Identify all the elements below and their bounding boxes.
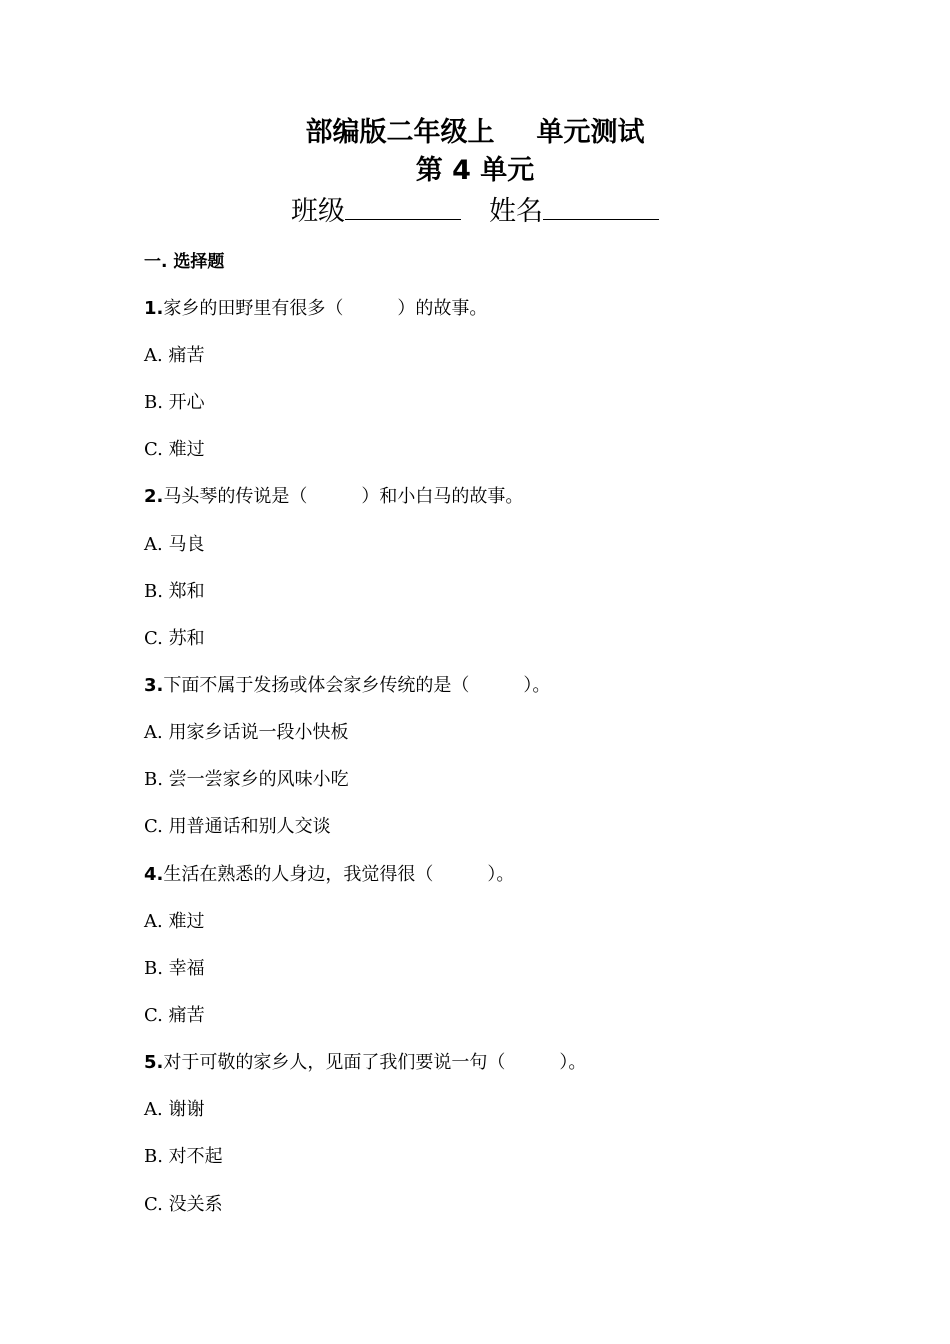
unit-title: 第 4 单元	[415, 155, 535, 186]
page-title	[0, 115, 950, 151]
title-test: 单元测试	[536, 117, 645, 148]
option-1c: C. 难过	[144, 439, 205, 460]
section-heading: 一. 选择题	[144, 252, 225, 272]
question-number: 5.	[144, 1052, 164, 1073]
option-1a: A. 痛苦	[144, 345, 205, 366]
option-4c: C. 痛苦	[144, 1005, 205, 1026]
question-text: 对于可敬的家乡人，见面了我们要说一句（ ）。	[163, 1052, 587, 1073]
option-2c: C. 苏和	[144, 628, 205, 649]
name-label: 姓名	[489, 196, 543, 227]
question-2	[144, 485, 523, 509]
question-number: 2.	[144, 486, 164, 507]
option-3c: C. 用普通话和别人交谈	[144, 816, 331, 837]
question-4	[144, 863, 514, 887]
question-1	[144, 297, 487, 321]
option-5c: C. 没关系	[144, 1194, 223, 1215]
question-text: 生活在熟悉的人身边，我觉得很（ ）。	[163, 864, 515, 885]
class-label: 班级	[291, 196, 345, 227]
option-4a: A. 难过	[144, 911, 205, 932]
option-3a: A. 用家乡话说一段小快板	[144, 722, 349, 743]
option-1b: B. 开心	[144, 392, 205, 413]
option-2b: B. 郑和	[144, 581, 205, 602]
question-text: 家乡的田野里有很多（ ）的故事。	[163, 298, 488, 319]
option-3b: B. 尝一尝家乡的风味小吃	[144, 769, 349, 790]
question-5	[144, 1051, 586, 1075]
student-info-line	[0, 191, 950, 230]
question-text: 马头琴的传说是（ ）和小白马的故事。	[163, 486, 524, 507]
question-text: 下面不属于发扬或体会家乡传统的是（ ）。	[163, 675, 551, 696]
question-number: 4.	[144, 864, 164, 885]
option-2a: A. 马良	[144, 534, 205, 555]
name-blank	[543, 191, 659, 220]
question-3	[144, 674, 550, 698]
class-blank	[345, 191, 461, 220]
option-4b: B. 幸福	[144, 958, 205, 979]
option-5a: A. 谢谢	[144, 1099, 205, 1120]
title-grade: 部编版二年级上	[305, 117, 495, 148]
question-number: 1.	[144, 298, 164, 319]
option-5b: B. 对不起	[144, 1146, 223, 1167]
question-number: 3.	[144, 675, 164, 696]
